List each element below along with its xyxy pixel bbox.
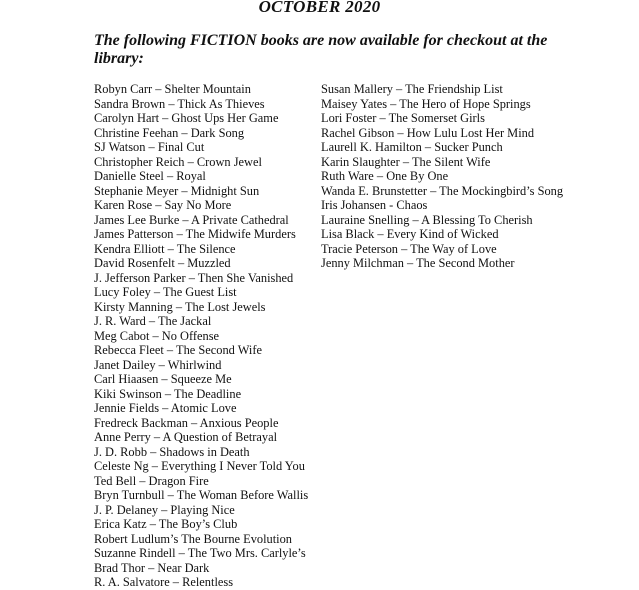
- book-entry: Erica Katz – The Boy’s Club: [94, 517, 238, 531]
- book-entry: Carolyn Hart – Ghost Ups Her Game: [94, 111, 279, 125]
- book-list-left: [94, 82, 319, 590]
- book-entry: Danielle Steel – Royal: [94, 169, 206, 183]
- book-entry: Suzanne Rindell – The Two Mrs. Carlyle’s: [94, 546, 306, 560]
- book-entry: Rebecca Fleet – The Second Wife: [94, 343, 262, 357]
- book-entry: Christine Feehan – Dark Song: [94, 125, 245, 140]
- book-entry: Christopher Reich – Crown Jewel: [94, 154, 262, 169]
- book-entry: Meg Cabot – No Offense: [94, 328, 220, 343]
- book-entry: Ruth Ware – One By One: [321, 169, 449, 183]
- book-entry: Lori Foster – The Somerset Girls: [321, 111, 485, 125]
- book-entry: David Rosenfelt – Muzzled: [94, 256, 231, 270]
- book-entry: Lauraine Snelling – A Blessing To Cherish: [321, 212, 533, 227]
- book-entry: Laurell K. Hamilton – Sucker Punch: [321, 140, 503, 154]
- book-entry: J. D. Robb – Shadows in Death: [94, 444, 250, 459]
- intro-text: The following FICTION books are now available for checkout at the library:: [94, 32, 548, 67]
- book-entry: Robert Ludlum’s The Bourne Evolution: [94, 531, 293, 546]
- book-entry: Kirsty Manning – The Lost Jewels: [94, 299, 266, 314]
- book-entry: J. P. Delaney – Playing Nice: [94, 502, 235, 517]
- book-entry: Karin Slaughter – The Silent Wife: [321, 154, 491, 169]
- book-entry: Lisa Black – Every Kind of Wicked: [321, 227, 499, 241]
- book-entry: Kiki Swinson – The Deadline: [94, 386, 242, 401]
- book-entry: Kendra Elliott – The Silence: [94, 241, 236, 256]
- book-entry: Jennie Fields – Atomic Love: [94, 401, 237, 415]
- book-entry: Robyn Carr – Shelter Mountain: [94, 82, 251, 96]
- book-entry: Celeste Ng – Everything I Never Told You: [94, 459, 305, 473]
- book-entry: Fredreck Backman – Anxious People: [94, 415, 279, 430]
- book-entry: Bryn Turnbull – The Woman Before Wallis: [94, 488, 309, 502]
- book-list-right: [321, 82, 571, 271]
- book-entry: Tracie Peterson – The Way of Love: [321, 241, 497, 256]
- book-entry: Wanda E. Brunstetter – The Mockingbird’s Song: [321, 183, 564, 198]
- book-entry: Sandra Brown – Thick As Thieves: [94, 96, 265, 111]
- book-entry: Rachel Gibson – How Lulu Lost Her Mind: [321, 125, 535, 140]
- book-entry: Susan Mallery – The Friendship List: [321, 82, 503, 96]
- book-entry: Maisey Yates – The Hero of Hope Springs: [321, 96, 531, 111]
- book-entry: Janet Dailey – Whirlwind: [94, 357, 222, 372]
- book-entry: J. Jefferson Parker – Then She Vanished: [94, 270, 294, 285]
- book-entry: Jenny Milchman – The Second Mother: [321, 256, 515, 270]
- book-entry: Brad Thor – Near Dark: [94, 560, 210, 575]
- book-entry: James Patterson – The Midwife Murders: [94, 227, 296, 241]
- book-entry: Anne Perry – A Question of Betrayal: [94, 430, 278, 444]
- book-entry: SJ Watson – Final Cut: [94, 140, 205, 154]
- book-entry: Carl Hiaasen – Squeeze Me: [94, 372, 232, 386]
- book-entry: Karen Rose – Say No More: [94, 198, 232, 212]
- book-entry: Stephanie Meyer – Midnight Sun: [94, 183, 260, 198]
- book-entry: Iris Johansen - Chaos: [321, 198, 428, 212]
- book-entry: Ted Bell – Dragon Fire: [94, 473, 209, 488]
- book-entry: Lucy Foley – The Guest List: [94, 285, 237, 299]
- book-entry: James Lee Burke – A Private Cathedral: [94, 212, 289, 227]
- book-entry: J. R. Ward – The Jackal: [94, 314, 212, 328]
- book-entry: R. A. Salvatore – Relentless: [94, 575, 234, 589]
- document-title: OCTOBER 2020: [258, 0, 381, 16]
